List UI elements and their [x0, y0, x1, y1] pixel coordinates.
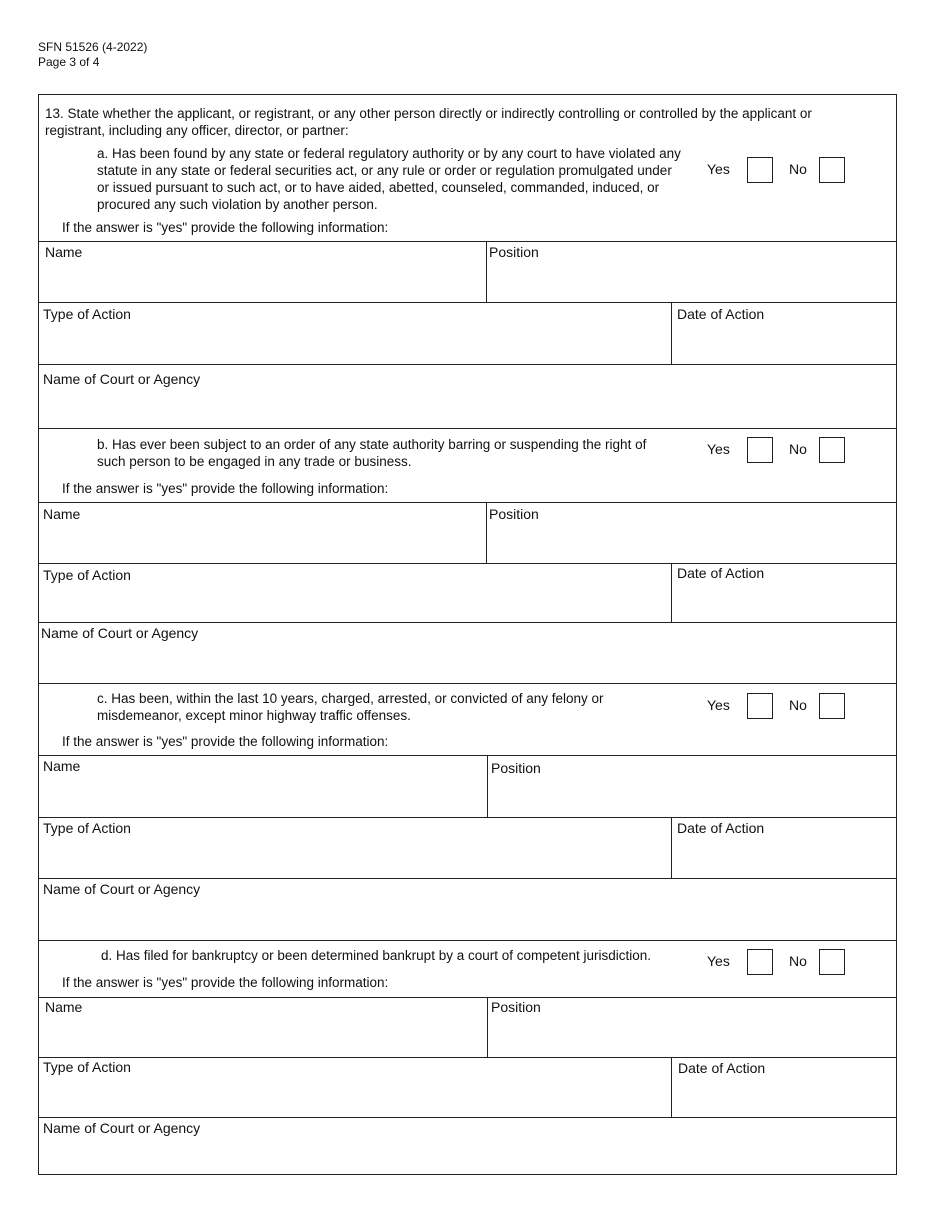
13a-name-label: Name — [45, 244, 83, 260]
13c-date-of-action-field[interactable] — [672, 818, 897, 878]
13a-court-label: Name of Court or Agency — [43, 371, 201, 387]
13b-court-field[interactable] — [39, 623, 897, 683]
13a-position-field[interactable] — [487, 242, 897, 302]
13b-if-yes-instruction: If the answer is "yes" provide the following information: — [62, 481, 389, 496]
13b-type-of-action-label: Type of Action — [43, 567, 131, 583]
13c-yes-label: Yes — [707, 697, 730, 713]
13c-name-label: Name — [43, 758, 81, 774]
13b-court-label: Name of Court or Agency — [41, 625, 199, 641]
13c-position-field[interactable] — [488, 756, 897, 817]
13d-date-of-action-label: Date of Action — [678, 1060, 766, 1076]
13b-position-field[interactable] — [487, 503, 897, 563]
13d-yes-label: Yes — [707, 953, 730, 969]
13a-yes-label: Yes — [707, 161, 730, 177]
page-number: Page 3 of 4 — [38, 55, 100, 69]
13b-position-label: Position — [489, 506, 539, 522]
13a-no-label: No — [789, 161, 807, 177]
13d-type-of-action-field[interactable] — [39, 1058, 671, 1117]
13b-name-field[interactable] — [39, 503, 486, 563]
13c-no-checkbox[interactable] — [819, 693, 845, 719]
13b-date-of-action-label: Date of Action — [677, 565, 765, 581]
13c-type-of-action-label: Type of Action — [43, 820, 131, 836]
question-13c-text: c. Has been, within the last 10 years, charged, arrested, or convicted of any felony or misdemeanor, except minor highway traffic offenses. — [97, 691, 604, 723]
13d-name-label: Name — [45, 999, 83, 1015]
13b-date-of-action-field[interactable] — [672, 564, 897, 622]
13d-court-field[interactable] — [39, 1118, 897, 1174]
question-13d-text: d. Has filed for bankruptcy or been determined bankrupt by a court of competent jurisdiction. — [101, 948, 652, 963]
13d-type-of-action-label: Type of Action — [43, 1059, 131, 1075]
13d-court-label: Name of Court or Agency — [43, 1120, 201, 1136]
13a-date-of-action-field[interactable] — [672, 303, 897, 364]
13b-no-label: No — [789, 441, 807, 457]
question-13a-text: a. Has been found by any state or federal regulatory authority or by any court to have violated any statute in any state or federal securities act, or any rule or order or regulation promulgated under or issued pursuant to such act, or to have aided, abetted, counseled, commanded, induced, or procured any such violation by another person. — [97, 146, 681, 212]
13b-yes-checkbox[interactable] — [747, 437, 773, 463]
question-13b-text: b. Has ever been subject to an order of any state authority barring or suspending the right of such person to be engaged in any trade or business. — [97, 437, 647, 469]
13a-position-label: Position — [489, 244, 539, 260]
13c-if-yes-instruction: If the answer is "yes" provide the following information: — [62, 734, 389, 749]
13d-position-field[interactable] — [488, 998, 897, 1057]
13c-court-label: Name of Court or Agency — [43, 881, 201, 897]
13c-court-field[interactable] — [39, 879, 897, 940]
13c-name-field[interactable] — [39, 756, 487, 817]
13b-type-of-action-field[interactable] — [39, 564, 671, 622]
13b-yes-label: Yes — [707, 441, 730, 457]
13b-no-checkbox[interactable] — [819, 437, 845, 463]
13a-court-field[interactable] — [39, 365, 897, 428]
13a-name-field[interactable] — [39, 242, 486, 302]
13c-date-of-action-label: Date of Action — [677, 820, 765, 836]
13a-type-of-action-field[interactable] — [39, 303, 671, 364]
13d-yes-checkbox[interactable] — [747, 949, 773, 975]
question-13-form — [38, 94, 897, 1175]
13d-name-field[interactable] — [39, 998, 487, 1057]
13c-yes-checkbox[interactable] — [747, 693, 773, 719]
13a-type-of-action-label: Type of Action — [43, 306, 131, 322]
question-13-intro: 13. State whether the applicant, or registrant, or any other person directly or indirectly controlling or controlled by the applicant or registrant, including any officer, director, or partner: — [45, 106, 812, 138]
13a-no-checkbox[interactable] — [819, 157, 845, 183]
13b-name-label: Name — [43, 506, 81, 522]
13d-date-of-action-field[interactable] — [672, 1058, 897, 1117]
form-number: SFN 51526 (4-2022) — [38, 40, 148, 54]
13c-position-label: Position — [491, 760, 541, 776]
13d-position-label: Position — [491, 999, 541, 1015]
13d-if-yes-instruction: If the answer is "yes" provide the following information: — [62, 975, 389, 990]
13d-no-checkbox[interactable] — [819, 949, 845, 975]
13a-yes-checkbox[interactable] — [747, 157, 773, 183]
13c-type-of-action-field[interactable] — [39, 818, 671, 878]
13a-if-yes-instruction: If the answer is "yes" provide the following information: — [62, 220, 389, 235]
13a-date-of-action-label: Date of Action — [677, 306, 765, 322]
13d-no-label: No — [789, 953, 807, 969]
form-header — [38, 40, 147, 70]
13c-no-label: No — [789, 697, 807, 713]
